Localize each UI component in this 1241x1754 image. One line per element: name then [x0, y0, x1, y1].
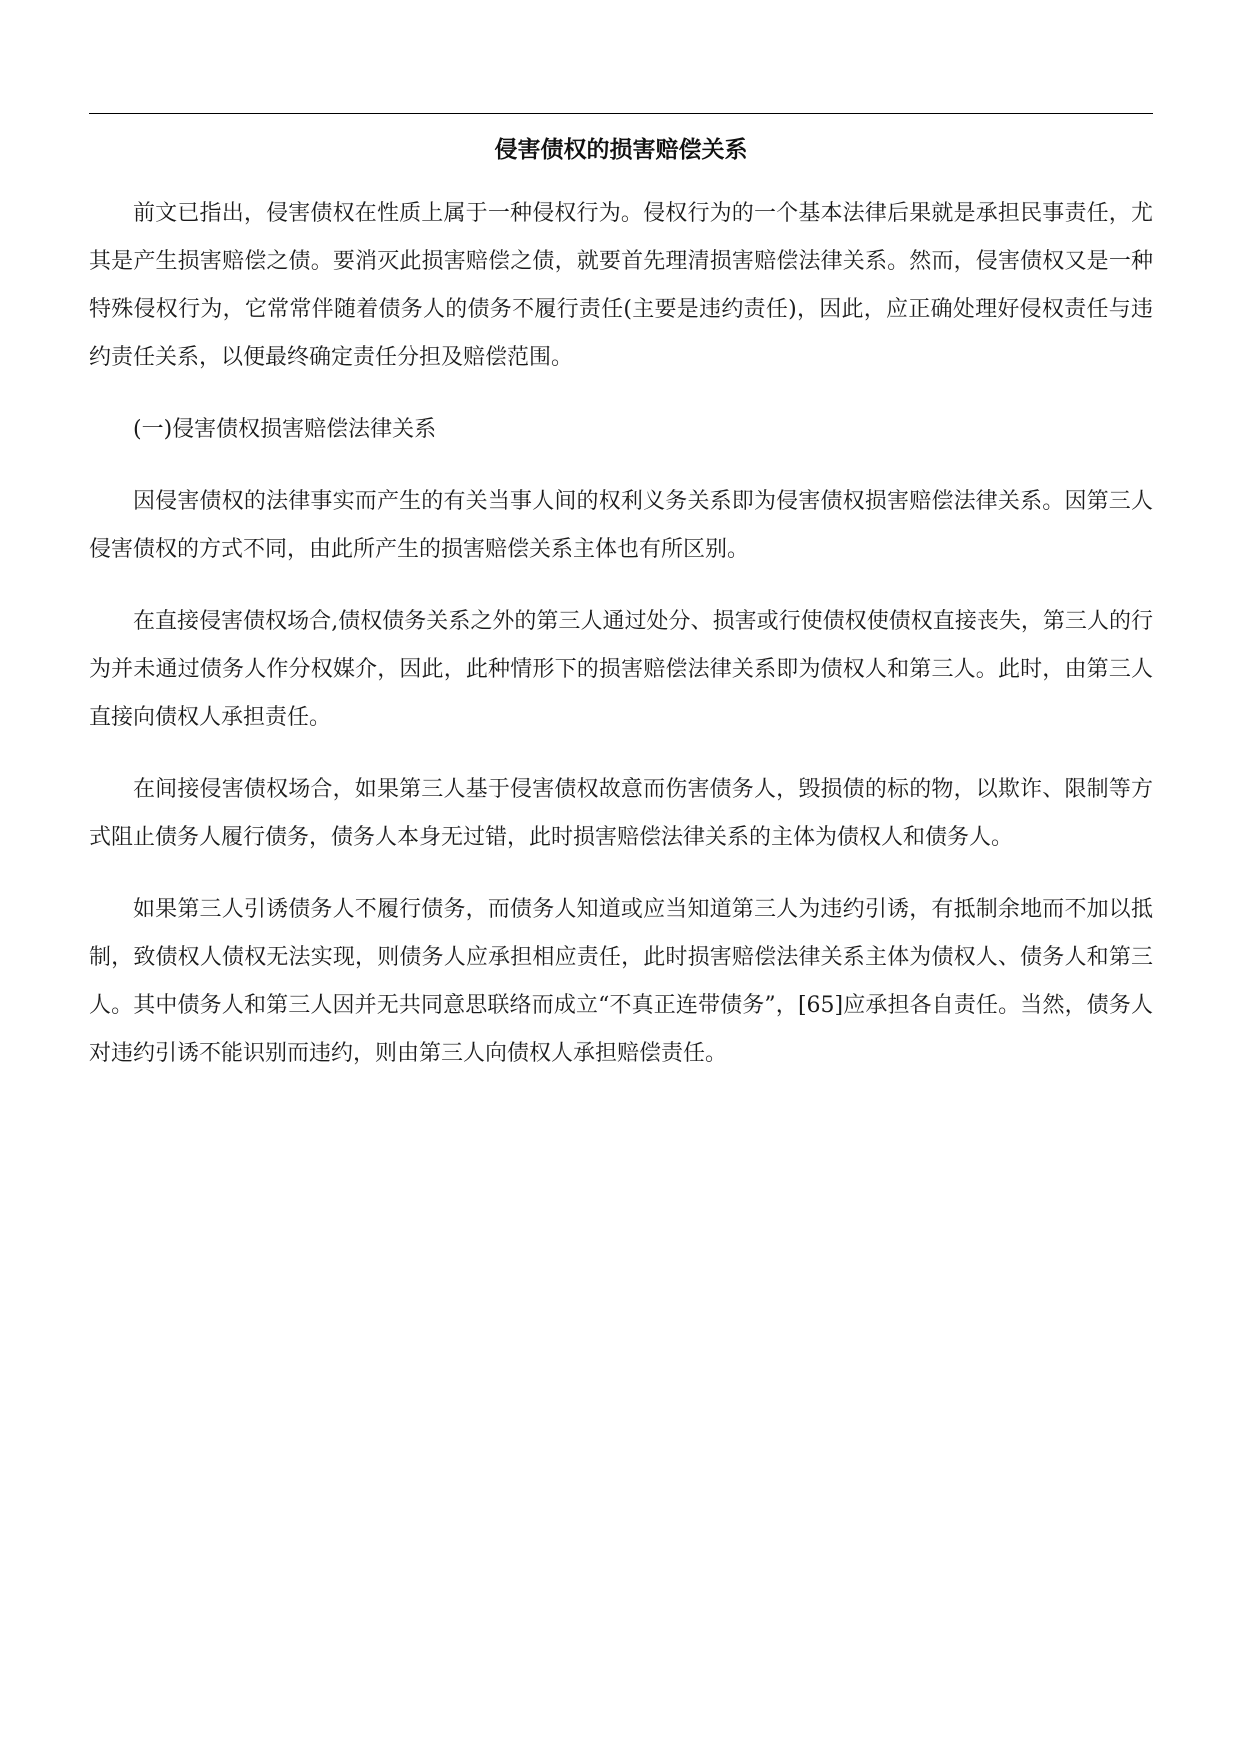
paragraph-definition: 因侵害债权的法律事实而产生的有关当事人间的权利义务关系即为侵害债权损害赔偿法律关系。因第三人侵害债权的方式不同，由此所产生的损害赔偿关系主体也有所区别。	[89, 489, 1153, 562]
paragraph-indirect-infringement: 在间接侵害债权场合，如果第三人基于侵害债权故意而伤害债务人，毁损债的标的物，以欺诈、限制等方式阻止债务人履行债务，债务人本身无过错，此时损害赔偿法律关系的主体为债权人和债务人。	[89, 777, 1153, 850]
paragraph-intro: 前文已指出，侵害债权在性质上属于一种侵权行为。侵权行为的一个基本法律后果就是承担民事责任，尤其是产生损害赔偿之债。要消灭此损害赔偿之债，就要首先理清损害赔偿法律关系。然而，侵害债权又是一种特殊侵权行为，它常常伴随着债务人的债务不履行责任(主要是违约责任)，因此，应正确处理好侵权责任与违约责任关系，以便最终确定责任分担及赔偿范围。	[89, 201, 1153, 370]
document-title: 侵害债权的损害赔偿关系	[494, 137, 748, 163]
paragraph-direct-infringement: 在直接侵害债权场合,债权债务关系之外的第三人通过处分、损害或行使债权使债权直接丧失，第三人的行为并未通过债务人作分权媒介，因此，此种情形下的损害赔偿法律关系即为债权人和第三人。此时，由第三人直接向债权人承担责任。	[89, 609, 1153, 730]
paragraph-inducement: 如果第三人引诱债务人不履行债务，而债务人知道或应当知道第三人为违约引诱，有抵制余地而不加以抵制，致债权人债权无法实现，则债务人应承担相应责任，此时损害赔偿法律关系主体为债权人、债务人和第三人。其中债务人和第三人因并无共同意思联络而成立“不真正连带债务”，[65]应承担各自责任。当然，债务人对违约引诱不能识别而违约，则由第三人向债权人承担赔偿责任。	[89, 897, 1153, 1066]
section-heading: (一)侵害债权损害赔偿法律关系	[133, 417, 437, 442]
document-body	[89, 190, 1153, 1102]
header-rule	[89, 113, 1153, 114]
